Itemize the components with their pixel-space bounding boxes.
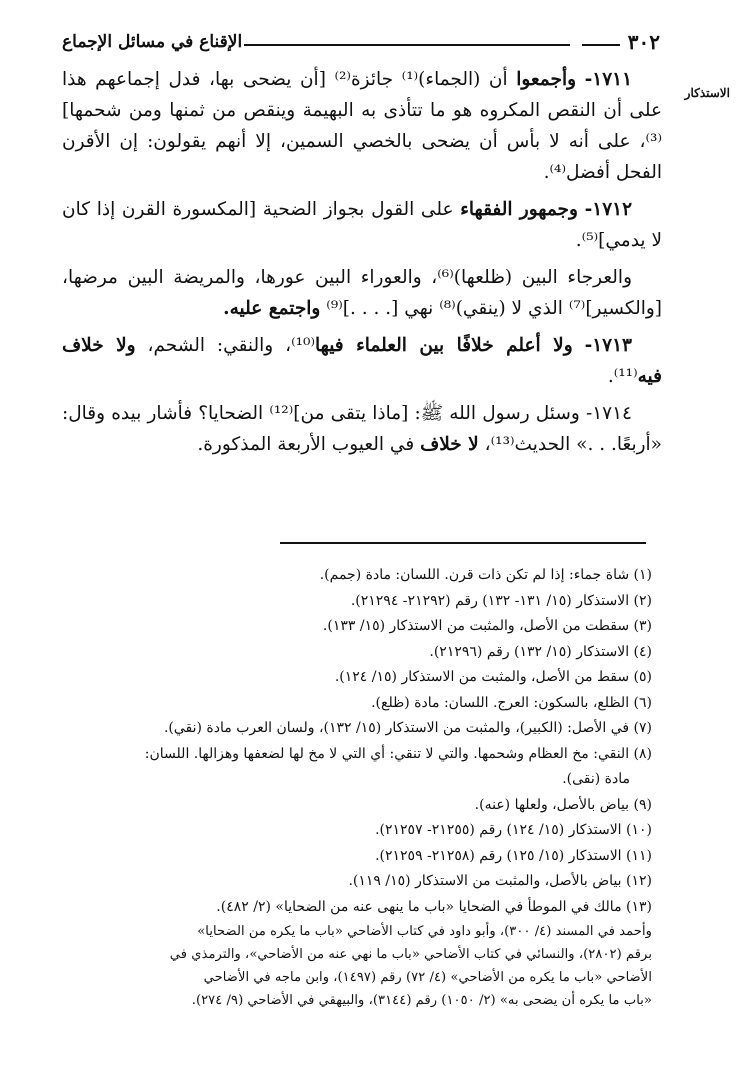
paragraph-lead: وجمهور الفقهاء [460,199,578,220]
paragraph-text: ⁽¹⁰⁾، والنقي: الشحم، [147,335,316,356]
paragraph-number: ١٧١٣- [584,335,632,356]
footnote-8: (٨) النقي: مخ العظام وشحمها. والتي لا تنقي: أي التي لا مخ لها لضعفها وهزالها. اللسان: [144,745,652,762]
paragraph-number: ١٧١٤- [585,403,632,424]
footnote-11: (١١) الاستذكار (١٥/ ١٢٥) رقم (٢١٢٥٨- ٢١٢٥٩). [375,847,652,864]
footnote-13-line-3: برقم (٢٨٠٢)، والنسائي في كتاب الأضاحي «باب ما نهي عنه من الأضاحي»، والترمذي في [169,947,652,962]
footnote-13-line-4: الأضاحي «باب ما يكره من الأضاحي» (٤/ ٧٢) رقم (١٤٩٧)، وابن ماجه في الأضاحي [203,970,652,985]
book-title: الإقناع في مسائل الإجماع [62,32,243,52]
paragraph-number: ١٧١٢- [584,199,633,220]
paragraph-text: وسئل رسول الله ﷺ: [ماذا يتقى من]⁽¹²⁾ الضحايا؟ فأشار بيده وقال: «أربعًا. . .» الحديث⁽¹³⁾، [62,403,662,455]
footnote-7: (٧) في الأصل: (الكبير)، والمثبت من الاستذكار (١٥/ ١٣٢)، ولسان العرب مادة (نقي). [163,720,652,736]
footnotes [60,563,660,1012]
paragraph-1713 [62,330,662,392]
main-text [62,64,662,466]
footnote-13-line-2: وأحمد في المسند (٤/ ٣٠٠)، وأبو داود في كتاب الأضاحي «باب ما يكره من الضحايا» [197,924,652,939]
paragraph-text: على القول بجواز الضحية [المكسورة القرن إذا كان لا يدمي]⁽⁵⁾. [62,199,662,251]
page-number: ٣٠٢ [627,30,660,54]
footnote-5: (٥) سقط من الأصل، والمثبت من الاستذكار (١٥/ ١٢٤). [334,669,652,685]
paragraph-tail: ⁽¹¹⁾. [607,366,638,387]
paragraph-1712 [62,194,662,256]
paragraph-bold-tail: واجتمع عليه. [223,298,321,319]
page-header [62,28,660,58]
paragraph-text: أن (الجماء)⁽¹⁾ جائزة⁽²⁾ [أن يضحى بها، فدل إجماعهم هذا على أن النقص المكروه هو ما تتأذى به البهيمة وينقص من ثمنها ومن شحمها]⁽³⁾، على أنه لا بأس أن يضحى بالخصي السمين، إلا أنهم يقولون: إن الأقرن الفحل أفضل⁽⁴⁾. [62,69,662,183]
footnote-separator [280,542,646,544]
footnote-3: (٣) سقطت من الأصل، والمثبت من الاستذكار (١٥/ ١٣٣). [322,618,652,634]
paragraph-number: ١٧١١- [584,69,633,90]
footnote-10: (١٠) الاستذكار (١٥/ ١٢٤) رقم (٢١٢٥٥- ٢١٢٥٧). [375,822,652,838]
paragraph-1712-continued [62,262,662,324]
paragraph-1711 [62,64,662,188]
paragraph-tail: في العيوب الأربعة المذكورة. [197,434,415,455]
header-rule-short [582,44,620,46]
footnote-12: (١٢) بياض بالأصل، والمثبت من الاستذكار (١٥/ ١١٩). [348,873,652,889]
footnote-9: (٩) بياض بالأصل، ولعلها (عنه). [474,796,652,813]
paragraph-1714 [62,398,662,460]
paragraph-bold-tail: لا خلاف [420,434,479,455]
paragraph-lead: ولا أعلم خلافًا بين العلماء فيها [315,335,573,356]
margin-source-note: الاستذكار [684,86,730,100]
footnote-4: (٤) الاستذكار (١٥/ ١٣٢) رقم (٢١٢٩٦). [429,643,652,660]
header-rule [244,44,570,46]
paragraph-text: والعرجاء البين (ظلعها)⁽⁶⁾، والعوراء البين عورها، والمريضة البين مرضها، [والكسير]⁽⁷⁾ الذي لا (ينقي)⁽⁸⁾ نهي [. . . .]⁽⁹⁾ [62,267,662,319]
paragraph-bold-tail: ولا خلاف فيه [62,335,662,387]
footnote-13-line-5: «باب ما يكره أن يضحى به» (٢/ ١٠٥٠) رقم (٣١٤٤)، والبيهقي في الأضاحي (٩/ ٢٧٤). [191,993,652,1008]
footnote-13: (١٣) مالك في الموطأ في الضحايا «باب ما ينهى عنه من الضحايا» (٢/ ٤٨٢). [216,898,652,915]
footnote-1: (١) شاة جماء: إذا لم تكن ذات قرن. اللسان: مادة (جمم). [319,567,652,583]
footnote-8-continued: مادة (نقى). [562,771,630,787]
footnote-6: (٦) الظلع، بالسكون: العرج. اللسان: مادة (ظلع). [371,694,652,711]
footnote-2: (٢) الاستذكار (١٥/ ١٣١- ١٣٢) رقم (٢١٢٩٢- ٢١٢٩٤). [350,592,652,609]
paragraph-lead: وأجمعوا [516,69,577,90]
